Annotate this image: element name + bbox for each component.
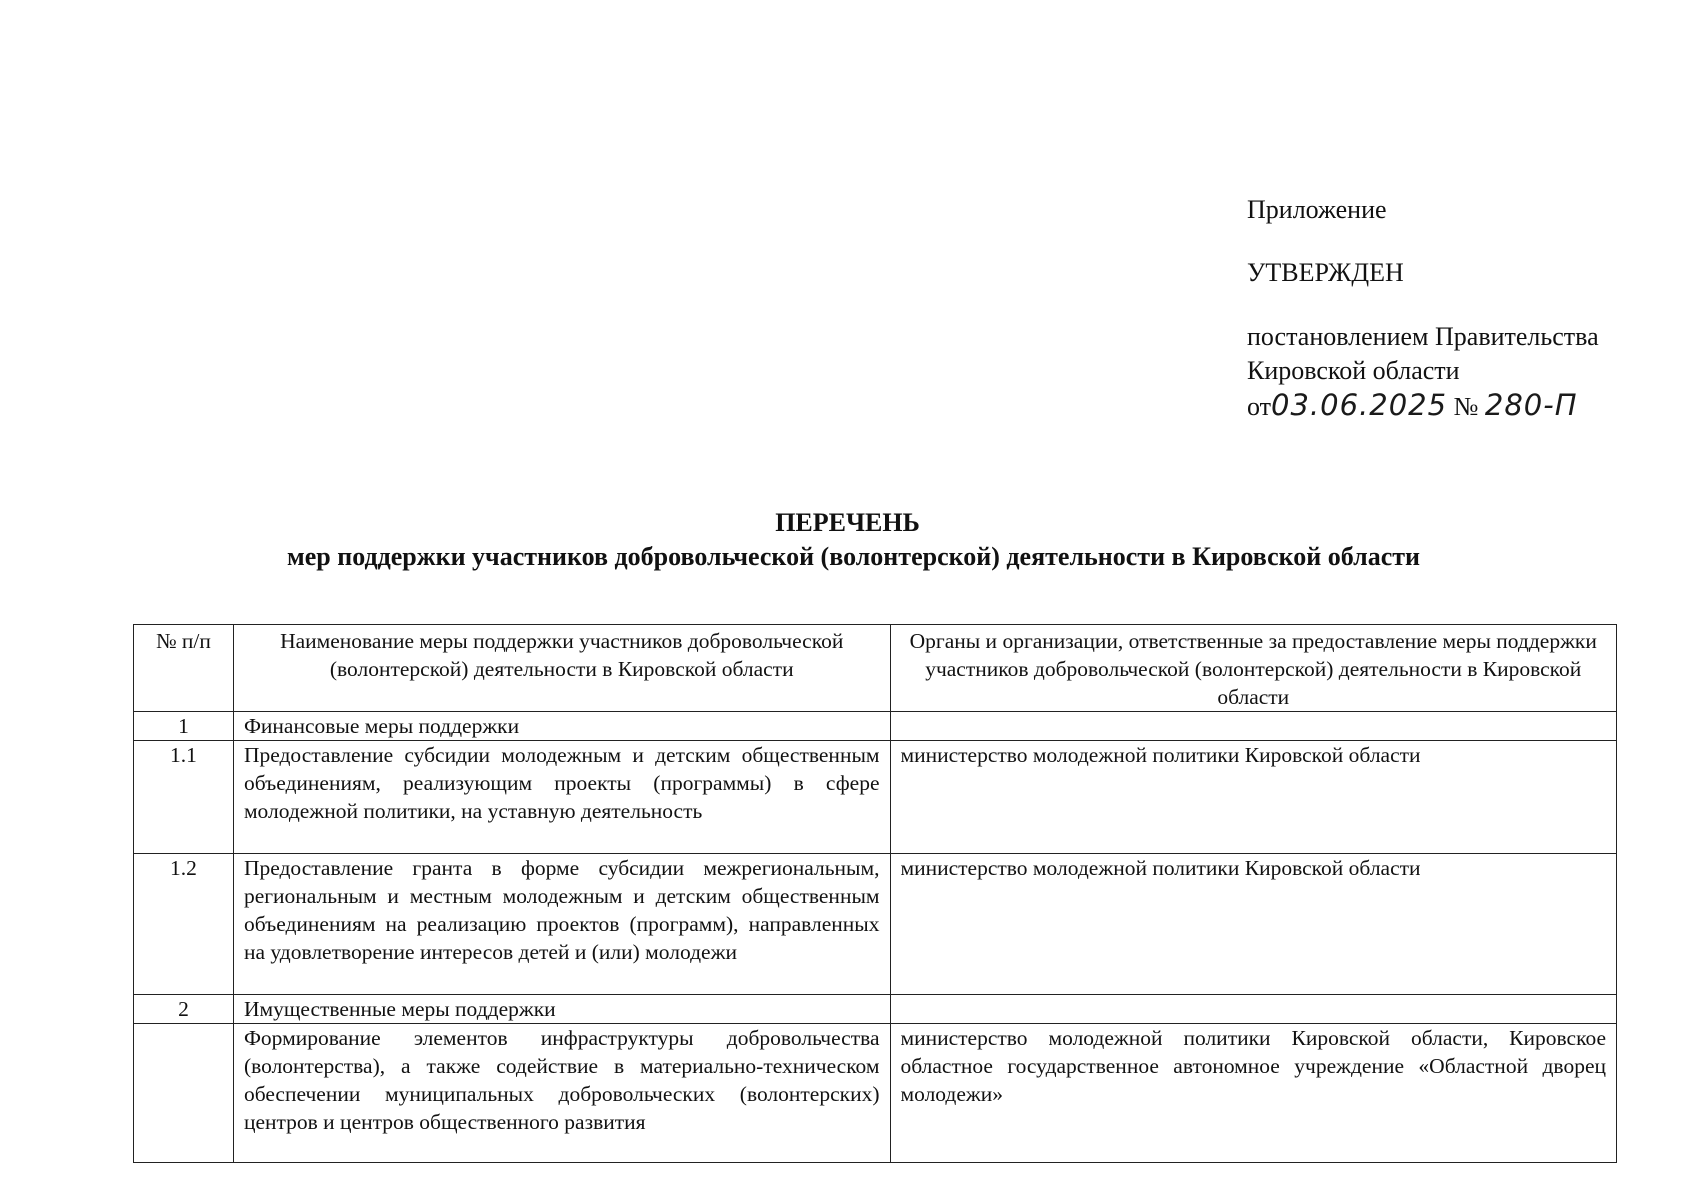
row-name: Предоставление субсидии молодежным и детским общественным объединениям, реализующим проекты (программы) в сфере молодежной политики, на уставную деятельность <box>233 741 890 854</box>
approval-date-line <box>1247 388 1599 424</box>
row-org <box>890 995 1617 1024</box>
table-header-row <box>134 625 1617 712</box>
appendix-label: Приложение <box>1247 195 1387 224</box>
row-name: Финансовые меры поддержки <box>233 712 890 741</box>
row-org: министерство молодежной политики Кировской области <box>890 854 1617 995</box>
handwritten-number: 280-П <box>1484 388 1578 422</box>
row-name: Имущественные меры поддержки <box>233 995 890 1024</box>
approved-label: УТВЕРЖДЕН <box>1247 258 1404 287</box>
header-org: Органы и организации, ответственные за предоставление меры поддержки участников добровольческой (волонтерской) деятельности в Кировской области <box>890 625 1617 712</box>
approved-by-line1: постановлением Правительства <box>1247 322 1599 351</box>
title-heading: ПЕРЕЧЕНЬ <box>775 508 920 537</box>
table-row <box>134 741 1617 854</box>
handwritten-date: 03.06.2025 <box>1271 388 1448 422</box>
title-subtitle: мер поддержки участников добровольческой (волонтерской) деятельности в Кировской области <box>287 542 1420 571</box>
row-name: Предоставление гранта в форме субсидии межрегиональным, региональным и местным молодежным и детским общественным объединениям на реализацию проектов (программ), направленных на удовлетворение интересов детей и (или) молодежи <box>233 854 890 995</box>
row-org: министерство молодежной политики Кировской области, Кировское областное государственное автономное учреждение «Областной дворец молодежи» <box>890 1024 1617 1163</box>
row-num: 1 <box>134 712 234 741</box>
table-row <box>134 1024 1617 1163</box>
row-name: Формирование элементов инфраструктуры добровольчества (волонтерства), а также содействие в материально-техническом обеспечении муниципальных добровольческих (волонтерских) центров и центров общественного развития <box>233 1024 890 1163</box>
approved-by-line2: Кировской области <box>1247 356 1460 385</box>
row-num: 1.1 <box>134 741 234 854</box>
table-row <box>134 854 1617 995</box>
row-num <box>134 1024 234 1163</box>
number-prefix: № <box>1453 392 1479 421</box>
table-row <box>134 712 1617 741</box>
header-num: № п/п <box>134 625 234 712</box>
header-name: Наименование меры поддержки участников добровольческой (волонтерской) деятельности в Кировской области <box>233 625 890 712</box>
row-num: 1.2 <box>134 854 234 995</box>
document-title <box>0 506 1695 574</box>
measures-table <box>133 624 1617 1163</box>
row-org: министерство молодежной политики Кировской области <box>890 741 1617 854</box>
row-org <box>890 712 1617 741</box>
approval-block <box>1247 193 1599 424</box>
row-num: 2 <box>134 995 234 1024</box>
date-prefix: от <box>1247 392 1272 421</box>
table-row <box>134 995 1617 1024</box>
